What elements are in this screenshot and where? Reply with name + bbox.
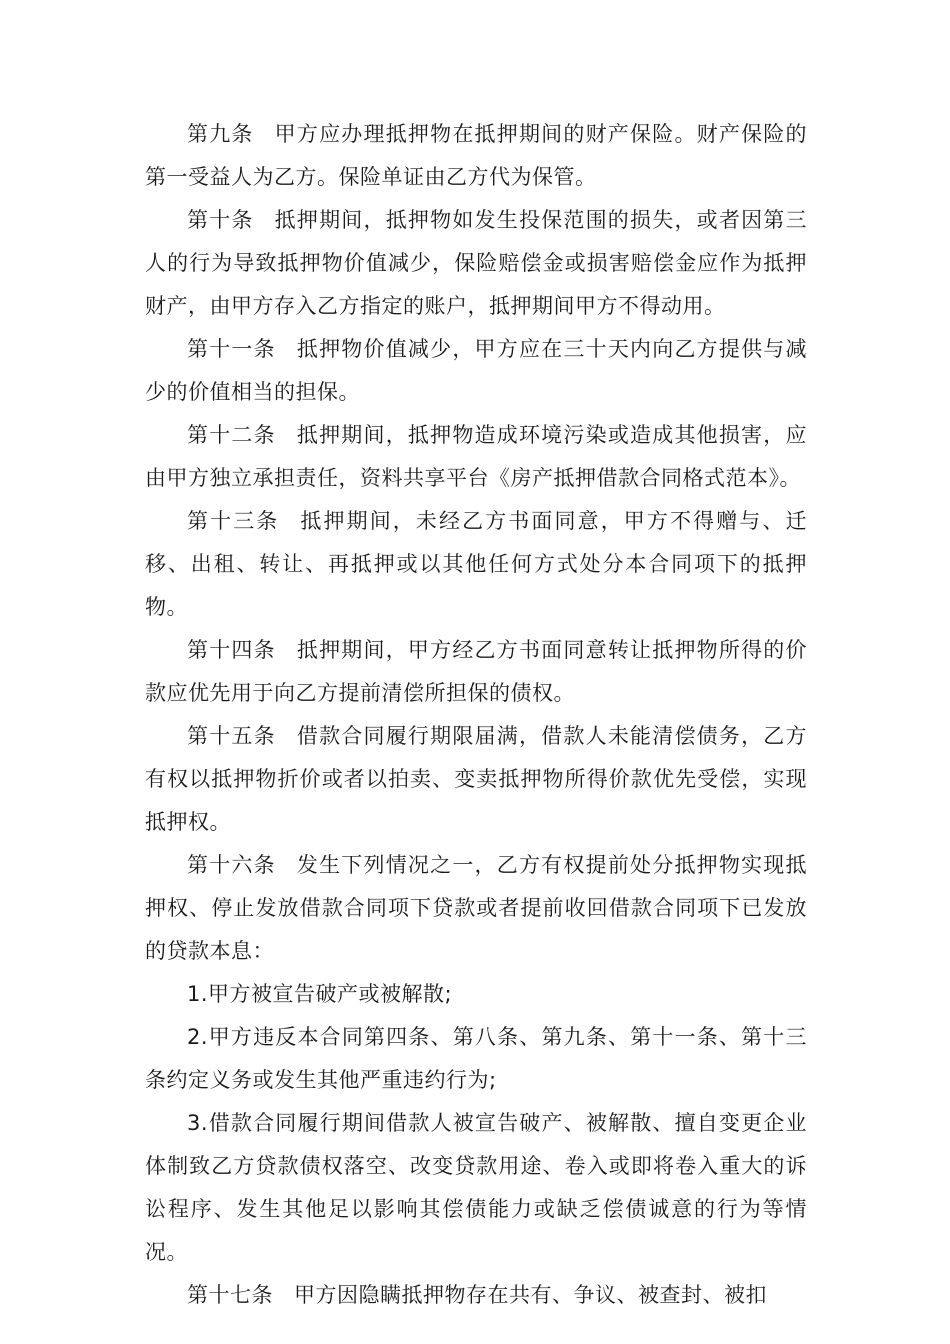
article-number: 第十七条 (187, 1283, 273, 1307)
article-14 (145, 629, 807, 715)
article-15 (145, 715, 807, 844)
article-13 (145, 500, 807, 629)
article-text: 甲方应办理抵押物在抵押期间的财产保险。财产保险的第一受益人为乙方。保险单证由乙方代为保管。 (145, 122, 808, 189)
article-12 (145, 414, 807, 500)
article-17 (145, 1274, 807, 1317)
article-number: 第十二条 (187, 423, 276, 447)
article-number: 第九条 (187, 122, 254, 146)
article-number: 第十三条 (187, 509, 280, 533)
article-text: 借款合同履行期限届满，借款人未能清偿债务，乙方有权以抵押物折价或者以拍卖、变卖抵押物所得价款优先受偿，实现抵押权。 (145, 724, 808, 834)
article-10 (145, 199, 807, 328)
article-text: 抵押期间，未经乙方书面同意，甲方不得赠与、迁移、出租、转让、再抵押或以其他任何方式处分本合同项下的抵押物。 (145, 509, 808, 619)
article-text: 抵押期间，抵押物如发生投保范围的损失，或者因第三人的行为导致抵押物价值减少，保险赔偿金或损害赔偿金应作为抵押财产，由甲方存入乙方指定的账户，抵押期间甲方不得动用。 (145, 208, 808, 318)
article-11 (145, 328, 807, 414)
document-page (145, 113, 807, 1317)
article-text: 甲方因隐瞒抵押物存在共有、争议、被查封、被扣 (294, 1283, 767, 1307)
article-text: 发生下列情况之一，乙方有权提前处分抵押物实现抵押权、停止发放借款合同项下贷款或者提前收回借款合同项下已发放的贷款本息： (145, 853, 808, 963)
article-text: 抵押期间，甲方经乙方书面同意转让抵押物所得的价款应优先用于向乙方提前清偿所担保的债权。 (145, 638, 808, 705)
list-item-2: 2.甲方违反本合同第四条、第八条、第九条、第十一条、第十三条约定义务或发生其他严重违约行为; (145, 1025, 807, 1092)
article-number: 第十四条 (187, 638, 276, 662)
article-number: 第十五条 (187, 724, 276, 748)
article-16 (145, 844, 807, 973)
article-number: 第十条 (187, 208, 254, 232)
article-number: 第十六条 (187, 853, 276, 877)
article-9 (145, 113, 807, 199)
article-text: 抵押物价值减少，甲方应在三十天内向乙方提供与减少的价值相当的担保。 (145, 337, 808, 404)
article-text: 抵押期间，抵押物造成环境污染或造成其他损害，应由甲方独立承担责任，资料共享平台《房产抵押借款合同格式范本》。 (145, 423, 808, 490)
article-number: 第十一条 (187, 337, 276, 361)
list-item-3: 3.借款合同履行期间借款人被宣告破产、被解散、擅自变更企业体制致乙方贷款债权落空、改变贷款用途、卷入或即将卷入重大的诉讼程序、发生其他足以影响其偿债能力或缺乏偿债诚意的行为等情况。 (145, 1111, 807, 1264)
list-item-1: 1.甲方被宣告破产或被解散; (187, 982, 453, 1006)
